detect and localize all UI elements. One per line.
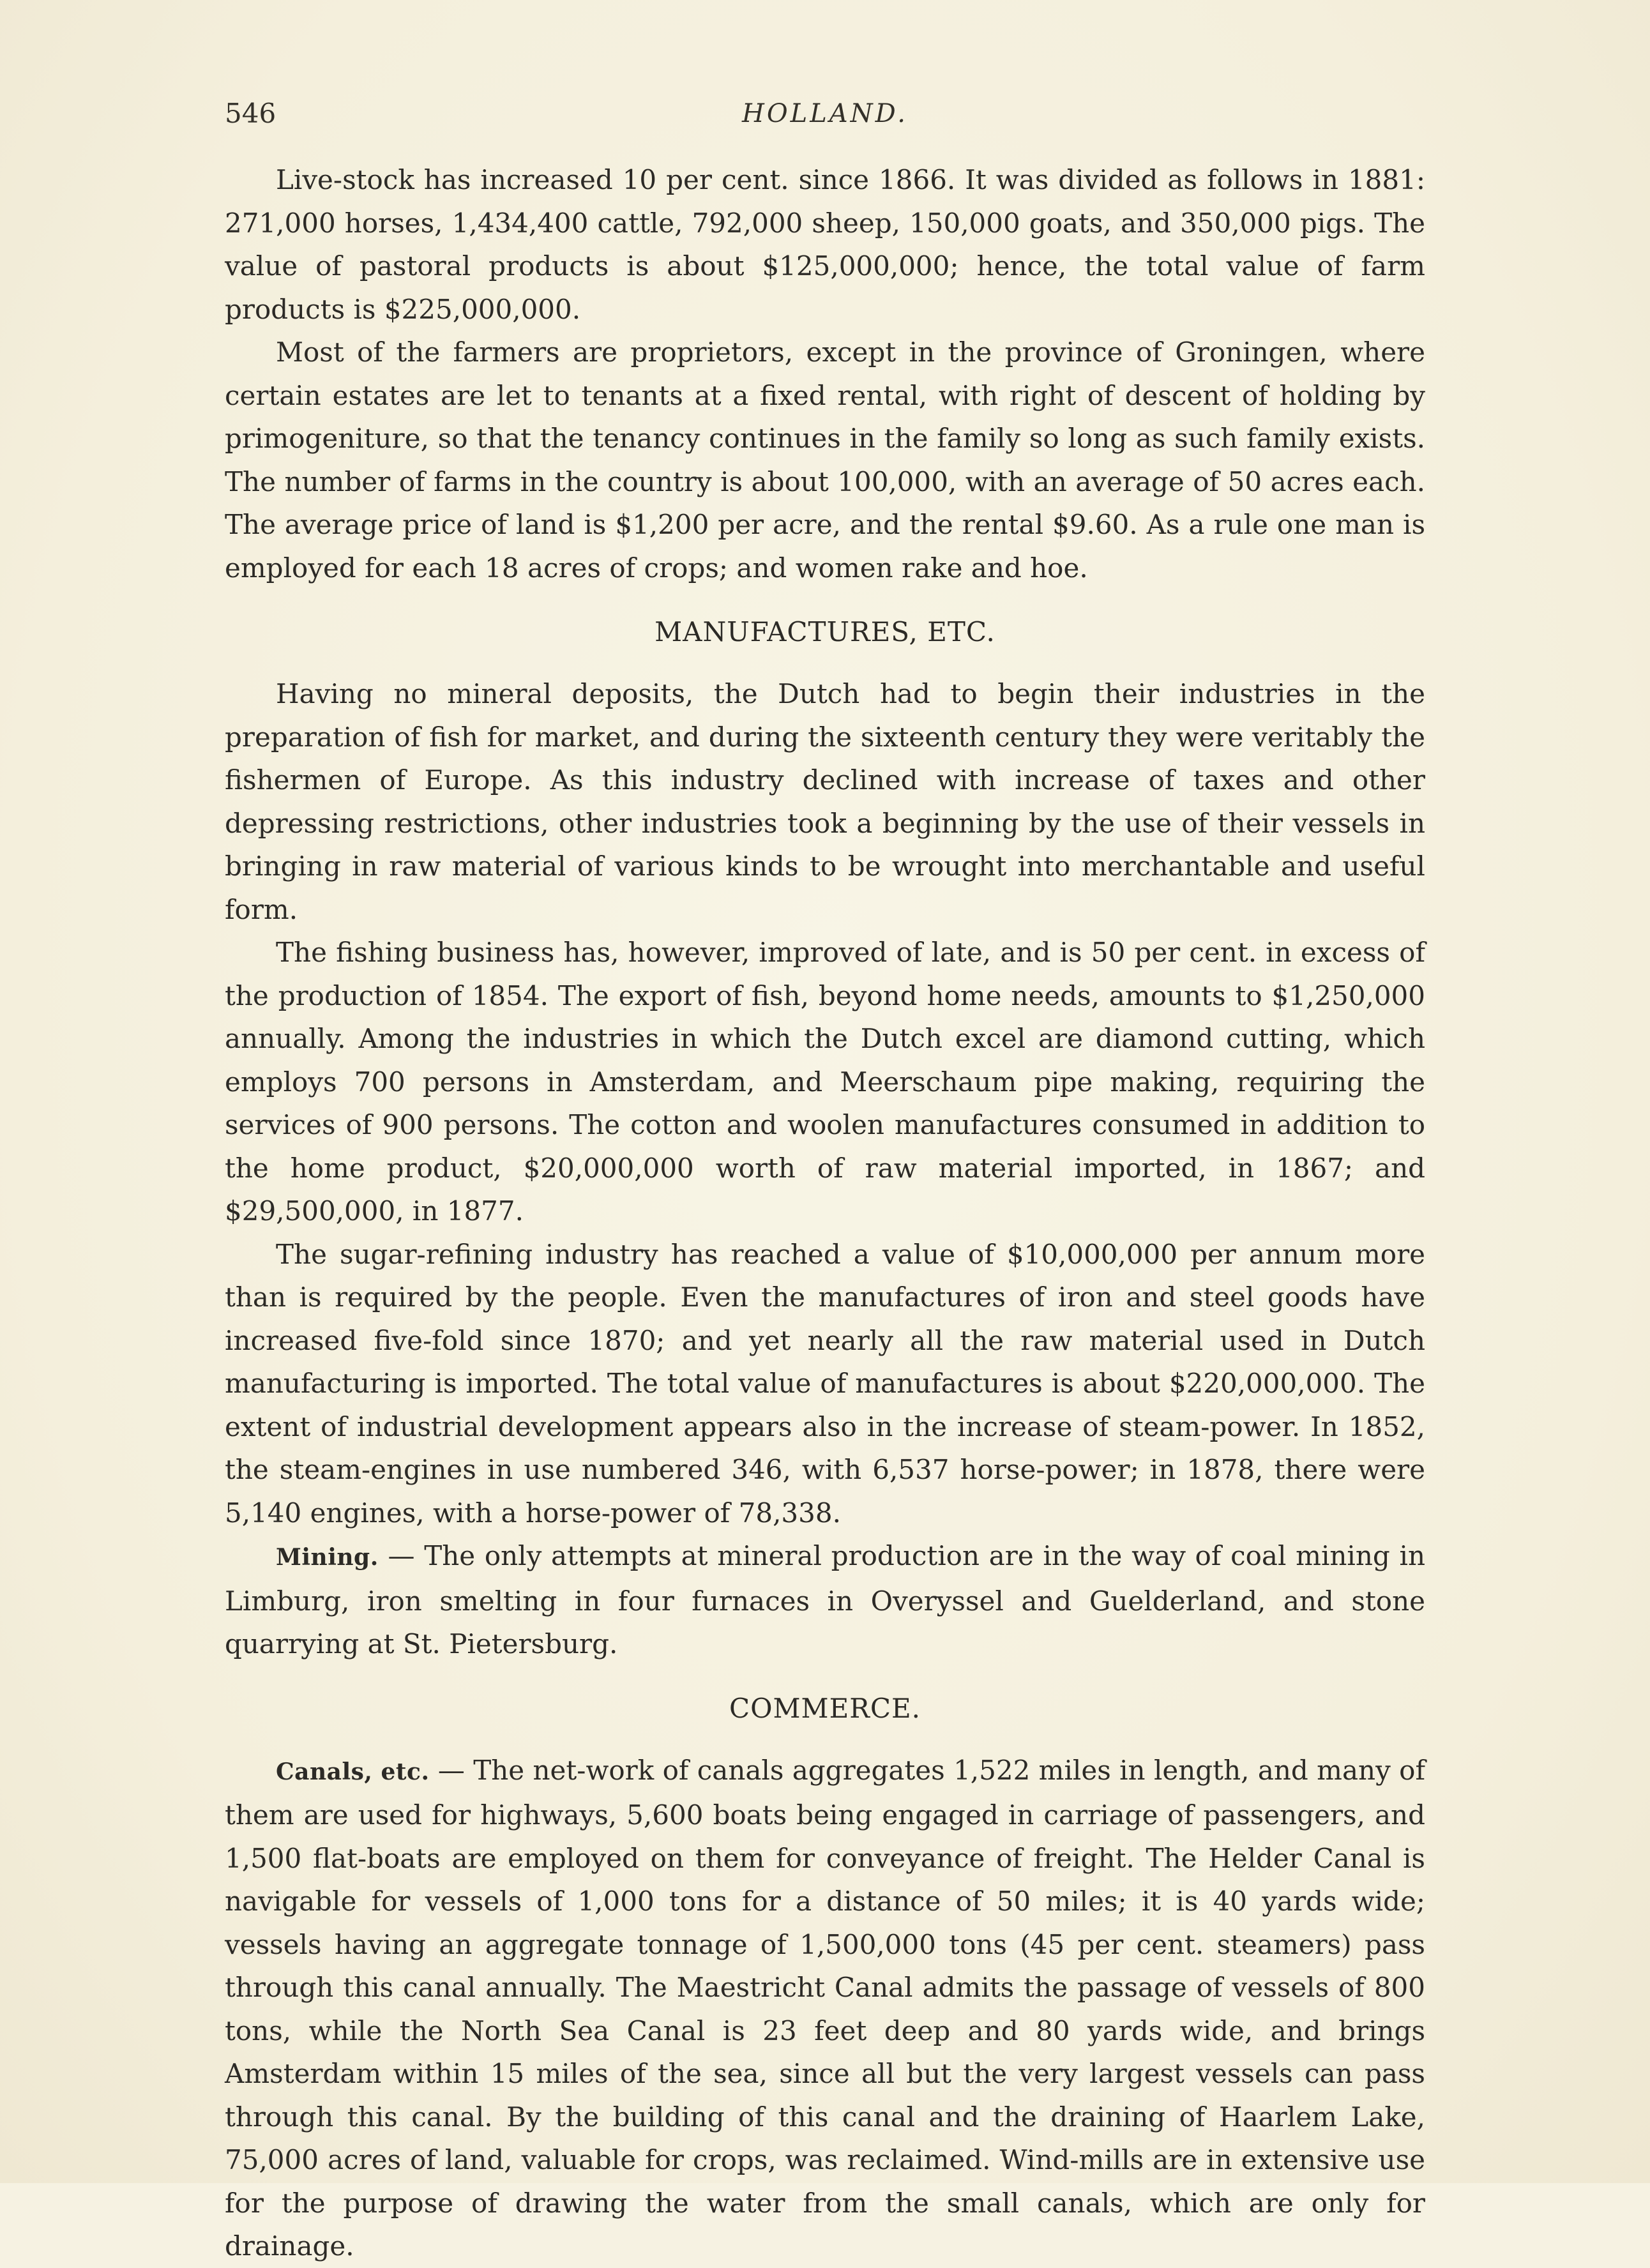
body-text [225,158,1425,2268]
page-number: 546 [225,98,276,129]
page-header [225,94,1425,133]
paragraph-industries: Having no mineral deposits, the Dutch had to begin their industries in the preparation of fish for market, and during the sixteenth century they were veritably the fishermen of Europe. As this industry declined with increase of taxes and other depressing restrictions, other industries took a beginning by the use of their vessels in bringing in raw material of various kinds to be wrought into merchantable and useful form. [225,678,1425,925]
mining-run-in-heading: Mining. [276,1544,379,1571]
mining-text: — The only attempts at mineral production are in the way of coal mining in Limburg, iron smelting in four furnaces in Overyssel and Guelderland, and stone quarrying at St. Pietersburg. [225,1540,1425,1659]
paragraph-mining [225,1534,1425,1666]
section-heading-manufactures: MANUFACTURES, ETC. [655,616,995,647]
canals-run-in-heading: Canals, etc. [276,1758,430,1785]
paragraph-canals [225,1749,1425,2268]
canals-text: — The net-work of canals aggregates 1,522 miles in length, and many of them are used for highways, 5,600 boats being engaged in carriage of passengers, and 1,500 flat-boats are employed on them for conveyance of freight. The Helder Canal is navigable for vessels of 1,000 tons for a distance of 50 miles; it is 40 yards wide; vessels having an aggregate tonnage of 1,500,000 tons (45 per cent. steamers) pass through this canal annually. The Maestricht Canal admits the passage of vessels of 800 tons, while the North Sea Canal is 23 feet deep and 80 yards wide, and brings Amsterdam within 15 miles of the sea, since all but the very largest vessels can pass through this canal. By the building of this canal and the draining of Haarlem Lake, 75,000 acres of land, valuable for crops, was reclaimed. Wind-mills are in extensive use for the purpose of drawing the water from the small canals, which are only for drainage. [225,1754,1425,2262]
paragraph-farmers: Most of the farmers are proprietors, except in the province of Groningen, where certain estates are let to tenants at a fixed rental, with right of descent of holding by primogeniture, so that the tenancy continues in the family so long as such family exists. The number of farms in the country is about 100,000, with an average of 50 acres each. The average price of land is $1,200 per acre, and the rental $9.60. As a rule one man is employed for each 18 acres of crops; and women rake and hoe. [225,336,1425,584]
paragraph-fishing: The fishing business has, however, improved of late, and is 50 per cent. in excess of the production of 1854. The export of fish, beyond home needs, amounts to $1,250,000 annually. Among the industries in which the Dutch excel are diamond cutting, which employs 700 persons in Amsterdam, and Meerschaum pipe making, requiring the services of 900 persons. The cotton and woolen manufactures consumed in addition to the home product, $20,000,000 worth of raw material imported, in 1867; and $29,500,000, in 1877. [225,937,1425,1227]
section-heading-commerce: COMMERCE. [729,1692,921,1724]
paragraph-sugar-refining: The sugar-refining industry has reached a value of $10,000,000 per annum more than is required by the people. Even the manufactures of iron and steel goods have increased five-fold since 1870; and yet nearly all the raw material used in Dutch manufacturing is imported. The total value of manufactures is about $220,000,000. The extent of industrial development appears also in the increase of steam-power. In 1852, the steam-engines in use numbered 346, with 6,537 horse-power; in 1878, there were 5,140 engines, with a horse-power of 78,338. [225,1238,1425,1529]
running-head: HOLLAND. [741,99,909,128]
paragraph-livestock: Live-stock has increased 10 per cent. since 1866. It was divided as follows in 1881: 271,000 horses, 1,434,400 cattle, 792,000 sheep, 150,000 goats, and 350,000 pigs. The value of pastoral products is about $125,000,000; hence, the total value of farm products is $225,000,000. [225,164,1425,325]
